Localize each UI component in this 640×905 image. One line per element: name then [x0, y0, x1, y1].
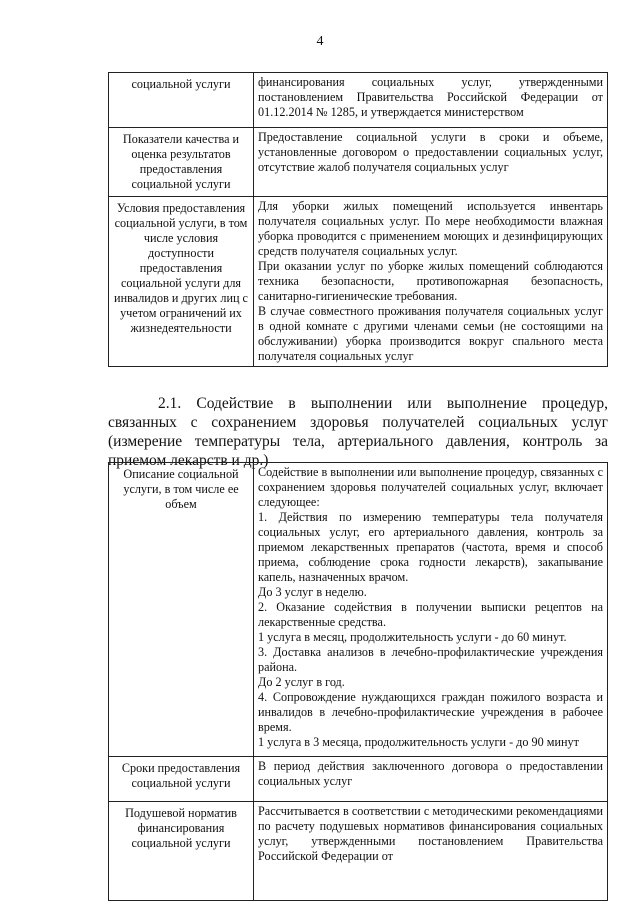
table-row	[109, 757, 608, 802]
paragraph: Предоставление социальной услуги в сроки и объеме, установленные договором о предоставлении социальных услуг, отсутствие жалоб получателя социальных услуг	[258, 130, 603, 174]
paragraph: 1 услуга в 3 месяца, продолжительность услуги - до 90 минут	[258, 735, 579, 749]
paragraph: В период действия заключенного договора о предоставлении социальных услуг	[258, 759, 603, 788]
row-label: Сроки предоставления социальной услуги	[109, 757, 254, 802]
services-table-continued	[108, 72, 608, 367]
row-label: Подушевой норматив финансирования социальной услуги	[109, 802, 254, 901]
row-content	[254, 463, 608, 757]
paragraph: При оказании услуг по уборке жилых помещений соблюдаются техника безопасности, противопожарная безопасность, санитарно-гигиенические требования.	[258, 259, 603, 303]
page-number: 4	[316, 34, 324, 49]
paragraph: финансирования социальных услуг, утвержденными постановлением Правительства Российской Федерации от 01.12.2014 № 1285, и утверждается министерством	[258, 75, 603, 119]
section-heading: 2.1. Содействие в выполнении или выполнение процедур, связанных с сохранением здоровья получателей социальных услуг (измерение температуры тела, артериального давления, контроль за приемом лекарств и др.)	[108, 395, 608, 469]
row-content	[254, 128, 608, 197]
paragraph: В случае совместного проживания получателя социальных услуг в одной комнате с другими членами семьи (не состоящими на обслуживании) уборка производится вокруг спального места получателя социальных услуг	[258, 304, 603, 363]
table-row	[109, 128, 608, 197]
paragraph: 1 услуга в месяц, продолжительность услуги - до 60 минут.	[258, 630, 567, 644]
paragraph: До 2 услуг в год.	[258, 675, 345, 689]
row-label: социальной услуги	[109, 73, 254, 128]
row-content	[254, 73, 608, 128]
paragraph: 4. Сопровождение нуждающихся граждан пожилого возраста и инвалидов в лечебно-профилактические учреждения в рабочее время.	[258, 690, 603, 734]
paragraph: 3. Доставка анализов в лечебно-профилактические учреждения района.	[258, 645, 603, 674]
service-2-1-table	[108, 462, 608, 901]
row-content	[254, 802, 608, 901]
paragraph: 2. Оказание содействия в получении выписки рецептов на лекарственные средства.	[258, 600, 603, 629]
row-content	[254, 757, 608, 802]
paragraph: 1. Действия по измерению температуры тела получателя социальных услуг, его артериального давления, контроль за приемом лекарственных препаратов (частота, время и способ приема, соблюдение срока годности лекарств), закапывание капель, назначенных врачом.	[258, 510, 603, 584]
paragraph: Содействие в выполнении или выполнение процедур, связанных с сохранением здоровья получателей социальных услуг, включает следующее:	[258, 465, 603, 509]
table-row	[109, 463, 608, 757]
row-label: Условия предоставления социальной услуги, в том числе условия доступности предоставления социальной услуги для инвалидов и других лиц с учетом ограничений их жизнедеятельности	[109, 197, 254, 367]
table-row	[109, 197, 608, 367]
table-row	[109, 73, 608, 128]
row-content	[254, 197, 608, 367]
paragraph: Для уборки жилых помещений используется инвентарь получателя социальных услуг. По мере необходимости влажная уборка проводится с применением моющих и дезинфицирующих средств получателя социальных услуг.	[258, 199, 603, 258]
paragraph: До 3 услуг в неделю.	[258, 585, 367, 599]
paragraph: Рассчитывается в соответствии с методическими рекомендациями по расчету подушевых нормативов финансирования социальных услуг, утвержденными постановлением Правительства Российской Федерации от	[258, 804, 603, 863]
table-row	[109, 802, 608, 901]
row-label: Описание социальной услуги, в том числе ее объем	[109, 463, 254, 757]
row-label: Показатели качества и оценка результатов предоставления социальной услуги	[109, 128, 254, 197]
